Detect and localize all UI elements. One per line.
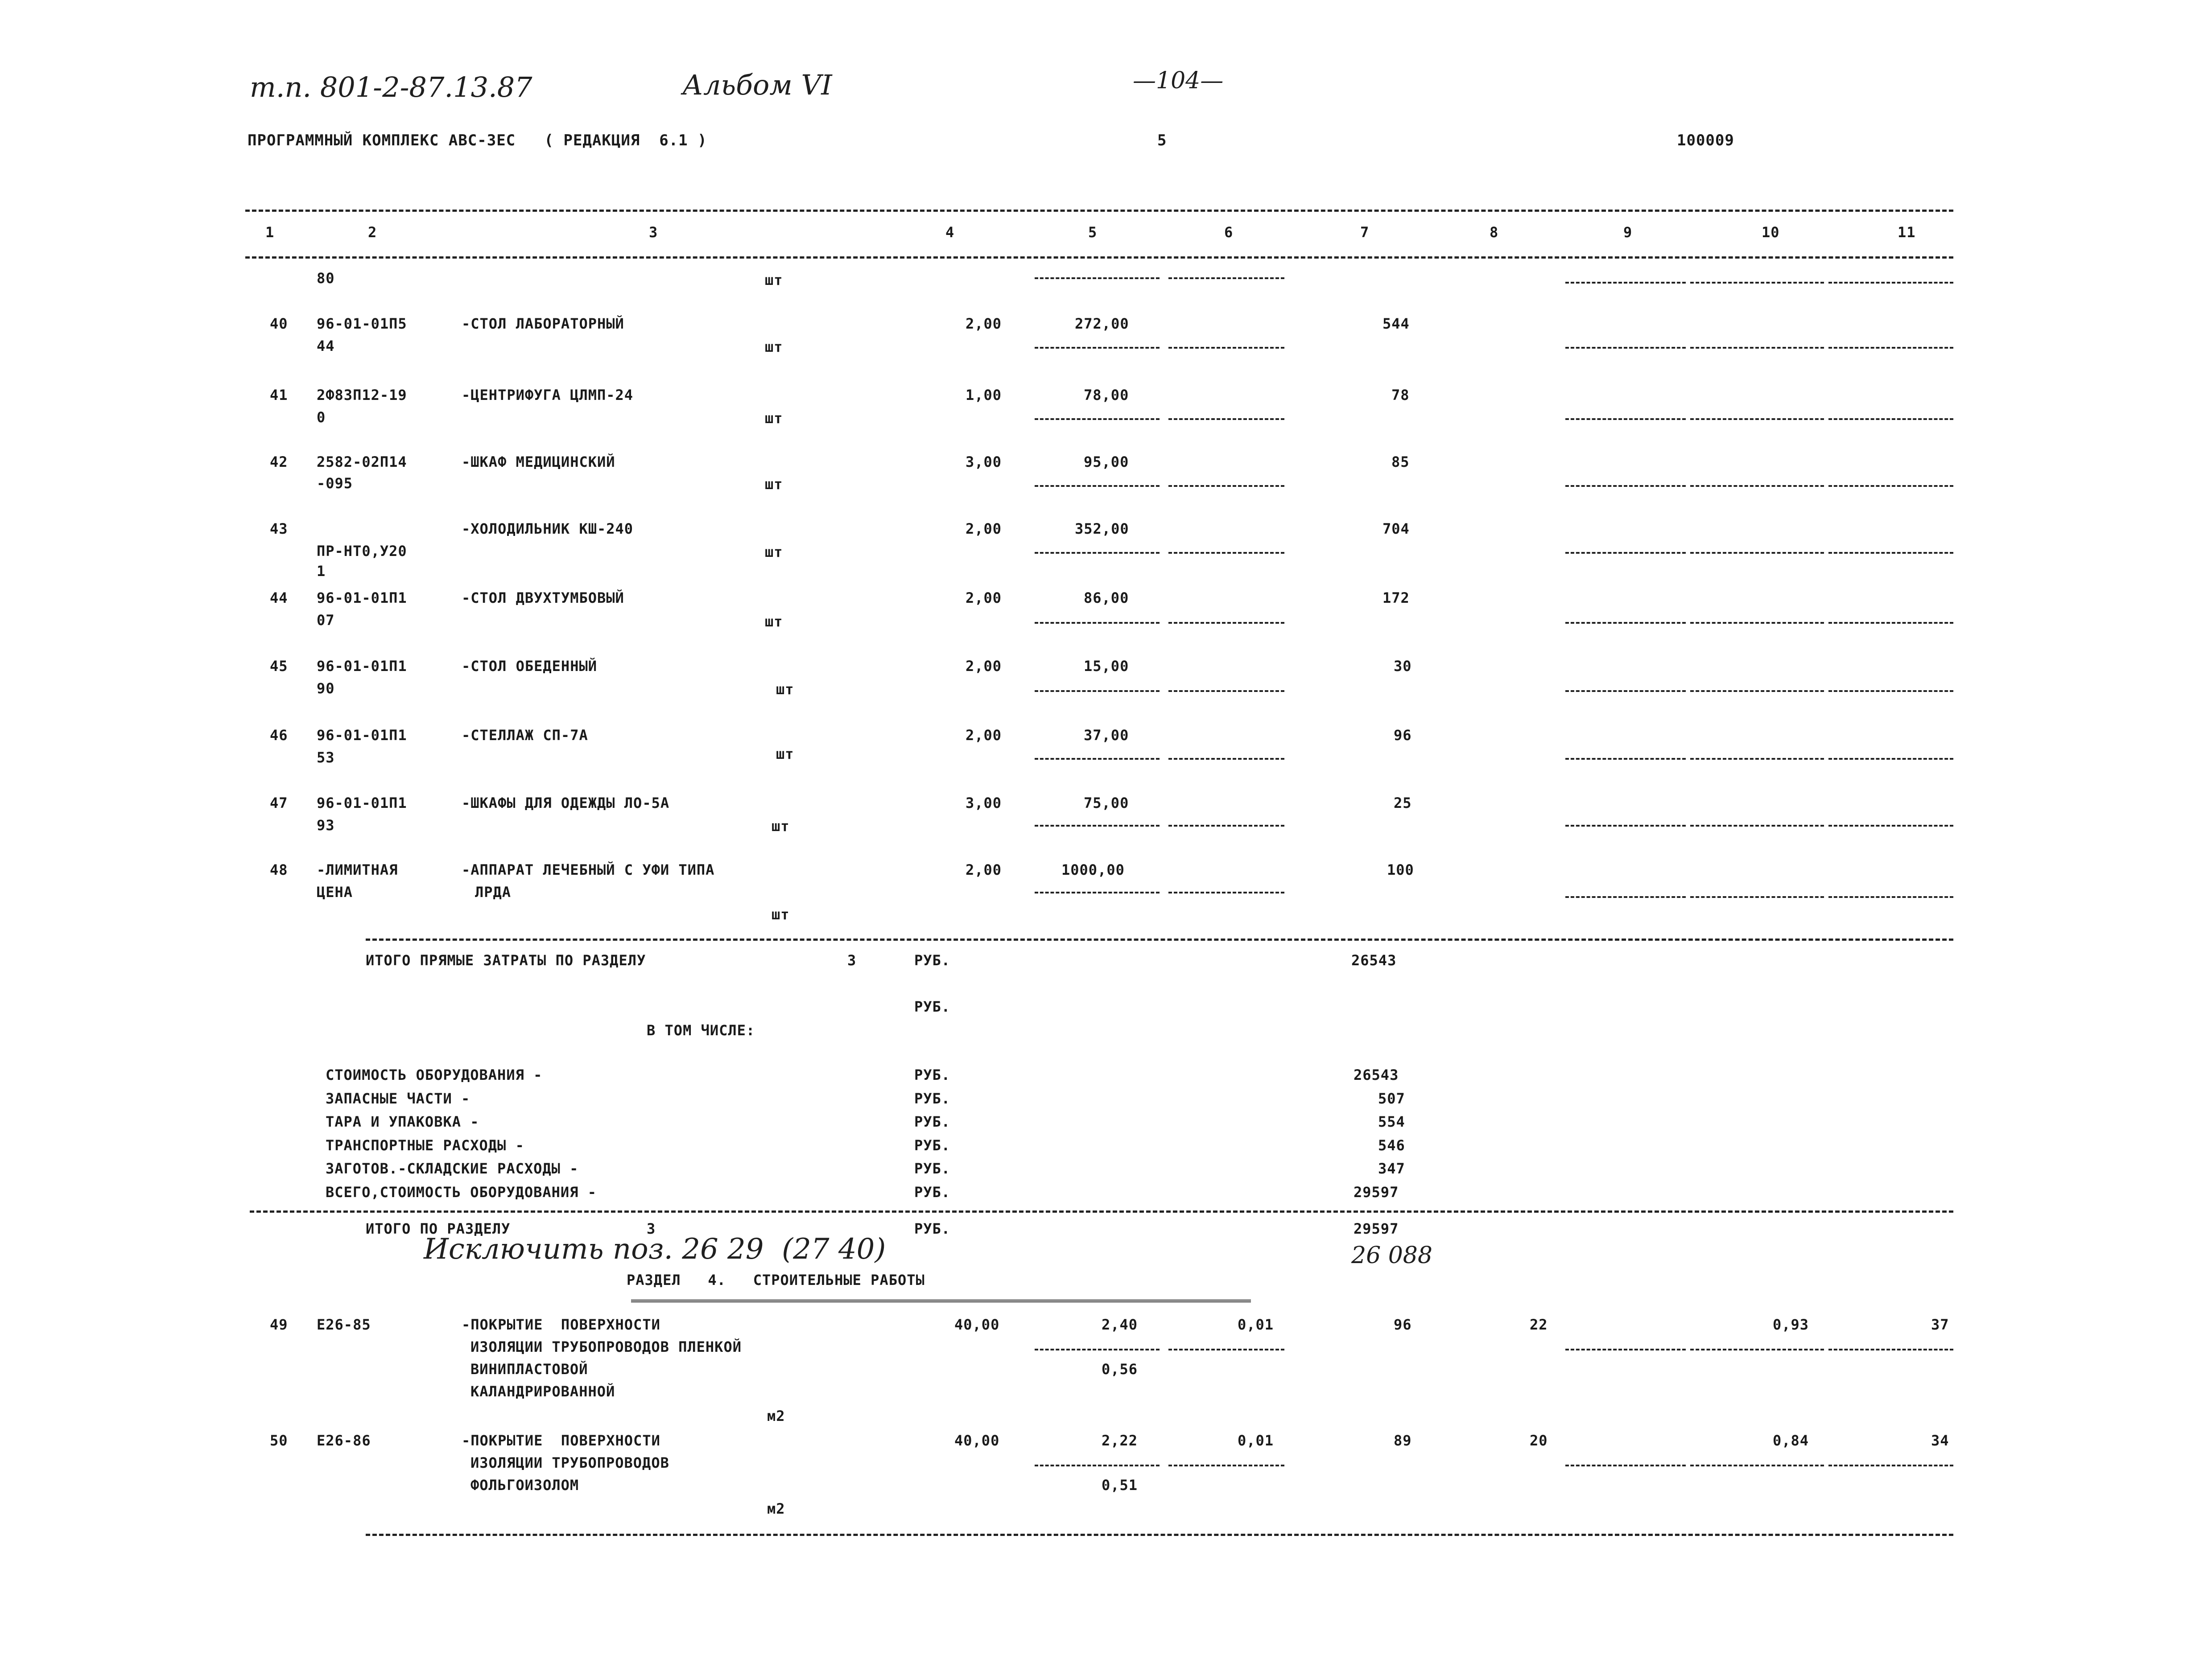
row-unit: м2 [767,1500,785,1517]
breakdown-unit: РУБ. [914,1160,951,1177]
row-name-cont: ЛРДА [475,884,512,901]
row-number: 42 [270,453,288,470]
row-number: 40 [270,315,288,332]
row-code: 96-01-01П1 [317,658,407,675]
col-header-7: 7 [1360,224,1370,241]
col-header-3: 3 [649,224,658,241]
row-name: -АППАРАТ ЛЕЧЕБНЫЙ С УФИ ТИПА [462,861,715,878]
row-unit: шт [765,543,783,560]
row-qty: 2,00 [966,727,1002,744]
row-total: 172 [1382,589,1410,606]
totals-rule [366,939,1953,941]
breakdown-value: 507 [1378,1090,1405,1107]
row-total: 96 [1394,727,1412,744]
row-code-cont: 0 [317,409,326,426]
direct-costs-section: 3 [847,952,857,969]
row-price-2: 0,56 [1102,1361,1138,1378]
breakdown-unit: РУБ. [914,1066,951,1083]
row-code: -ЛИМИТНАЯ [317,861,398,878]
row-name: -СТЕЛЛАЖ СП-7А [462,727,588,744]
col-header-1: 1 [265,224,275,241]
row-code-cont: 1 [317,563,326,580]
row-price: 352,00 [1075,520,1129,537]
col-header-11: 11 [1898,224,1916,241]
row-qty: 2,00 [966,658,1002,675]
col-header-10: 10 [1762,224,1780,241]
direct-costs-unit-2: РУБ. [914,998,951,1015]
breakdown-label: ВСЕГО,СТОИМОСТЬ ОБОРУДОВАНИЯ - [326,1184,597,1201]
breakdown-label: СТОИМОСТЬ ОБОРУДОВАНИЯ - [326,1066,543,1083]
row-total: 100 [1387,861,1414,878]
row-col11: 37 [1931,1316,1949,1333]
row-number: 41 [270,387,288,403]
row-name-cont: ИЗОЛЯЦИИ ТРУБОПРОВОДОВ ПЛЕНКОЙ [470,1338,742,1355]
breakdown-unit: РУБ. [914,1113,951,1130]
row-name: -ПОКРЫТИЕ ПОВЕРХНОСТИ [462,1316,660,1333]
section-total-unit: РУБ. [914,1220,951,1237]
row-name-cont: ИЗОЛЯЦИИ ТРУБОПРОВОДОВ [470,1454,669,1471]
row-number: 45 [270,658,288,675]
row-code: 96-01-01П1 [317,727,407,744]
row-number: 49 [270,1316,288,1333]
section-4-title: РАЗДЕЛ 4. СТРОИТЕЛЬНЫЕ РАБОТЫ [627,1272,925,1289]
row-name-cont: ВИНИПЛАСТОВОЙ [470,1361,588,1378]
handwritten-total: 26 088 [1351,1242,1432,1269]
row-price-2: 0,51 [1102,1477,1138,1494]
row-name: -СТОЛ ЛАБОРАТОРНЫЙ [462,315,624,332]
row-name: -ПОКРЫТИЕ ПОВЕРХНОСТИ [462,1432,660,1449]
row-name: -СТОЛ ДВУХТУМБОВЫЙ [462,589,624,606]
row-number: 43 [270,520,288,537]
row-number: 50 [270,1432,288,1449]
breakdown-label: ТАРА И УПАКОВКА - [326,1113,479,1130]
row-name: -ШКАФЫ ДЛЯ ОДЕЖДЫ ЛО-5А [462,795,670,811]
breakdown-value: 546 [1378,1137,1405,1154]
breakdown-value: 347 [1378,1160,1405,1177]
row-unit: шт [765,272,783,288]
handwritten-correction: Исключить поз. 26 29 (27 40) [424,1233,886,1266]
doc-code: т.п. 801-2-87.13.87 [250,71,532,103]
row-unit: шт [772,818,790,835]
row-price: 15,00 [1084,658,1129,675]
row-total: 78 [1391,387,1410,403]
row-total: 89 [1394,1432,1412,1449]
row-code: Е26-86 [317,1432,371,1449]
row-number: 48 [270,861,288,878]
row-col8: 20 [1530,1432,1548,1449]
row-qty: 1,00 [966,387,1002,403]
row-col11: 34 [1931,1432,1949,1449]
row-total: 96 [1394,1316,1412,1333]
row-code-cont: 53 [317,749,335,766]
row-col6: 0,01 [1238,1432,1274,1449]
row-code-cont: 93 [317,817,335,834]
col-header-6: 6 [1224,224,1234,241]
including-label: В ТОМ ЧИСЛЕ: [647,1022,755,1039]
breakdown-label: ЗАГОТОВ.-СКЛАДСКИЕ РАСХОДЫ - [326,1160,579,1177]
row-qty: 40,00 [954,1316,1000,1333]
section-total-number: 3 [647,1220,656,1237]
row-total: 25 [1394,795,1412,811]
row-total: 30 [1394,658,1412,675]
row-qty: 3,00 [966,453,1002,470]
header-bottom-rule [245,256,1953,259]
row-unit: шт [765,338,783,355]
program-title: ПРОГРАММНЫЙ КОМПЛЕКС АВС-ЗЕС ( РЕДАКЦИЯ 6.1 ) [248,132,707,149]
breakdown-value: 26543 [1354,1066,1399,1083]
col-header-5: 5 [1088,224,1098,241]
row-price: 78,00 [1084,387,1129,403]
breakdown-value: 554 [1378,1113,1405,1130]
col-header-4: 4 [945,224,955,241]
row-code-cont: ПР-НТ0,У20 [317,543,407,560]
row-qty: 2,00 [966,315,1002,332]
document-code: 100009 [1677,132,1734,149]
section-total-rule [250,1210,1953,1213]
section-total-label: ИТОГО ПО РАЗДЕЛУ [366,1220,511,1237]
row-total: 544 [1382,315,1410,332]
row-code-cont: ЦЕНА [317,884,353,901]
row-unit: шт [776,681,794,698]
row-code: 96-01-01П1 [317,795,407,811]
row-name: -СТОЛ ОБЕДЕННЫЙ [462,658,597,675]
header-top-rule [245,210,1953,212]
row-code-cont: -095 [317,475,353,492]
page-number: —104— [1133,67,1224,94]
direct-costs-unit: РУБ. [914,952,951,969]
sheet-number: 5 [1157,132,1167,149]
row-price: 86,00 [1084,589,1129,606]
col-header-2: 2 [368,224,377,241]
page-bottom-rule [366,1534,1953,1536]
direct-costs-label: ИТОГО ПРЯМЫЕ ЗАТРАТЫ ПО РАЗДЕЛУ [366,952,646,969]
col-header-8: 8 [1490,224,1499,241]
row-qty: 3,00 [966,795,1002,811]
row-number: 46 [270,727,288,744]
row-unit: м2 [767,1408,785,1424]
row-unit: шт [772,906,790,923]
breakdown-label: ЗАПАСНЫЕ ЧАСТИ - [326,1090,470,1107]
row-code-cont: 07 [317,612,335,629]
row-code: 96-01-01П1 [317,589,407,606]
row-col6: 0,01 [1238,1316,1274,1333]
section-4-underline [631,1300,1251,1302]
row-qty: 2,00 [966,861,1002,878]
row-number: 47 [270,795,288,811]
row-unit: шт [765,410,783,427]
row-total: 704 [1382,520,1410,537]
row-price: 2,40 [1102,1316,1138,1333]
row-total: 85 [1391,453,1410,470]
row-col8: 22 [1530,1316,1548,1333]
col-header-9: 9 [1623,224,1633,241]
row-name: -ЦЕНТРИФУГА ЦЛМП-24 [462,387,634,403]
row-name: -ШКАФ МЕДИЦИНСКИЙ [462,453,615,470]
breakdown-unit: РУБ. [914,1184,951,1201]
row-price: 1000,00 [1061,861,1125,878]
row-unit: шт [776,745,794,762]
row-name: -ХОЛОДИЛЬНИК КШ-240 [462,520,634,537]
row-name-cont: КАЛАНДРИРОВАННОЙ [470,1383,615,1400]
row-code: 96-01-01П5 [317,315,407,332]
row-price: 2,22 [1102,1432,1138,1449]
row-name-cont: ФОЛЬГОИЗОЛОМ [470,1477,579,1494]
row-price: 37,00 [1084,727,1129,744]
row-qty: 2,00 [966,589,1002,606]
breakdown-unit: РУБ. [914,1090,951,1107]
breakdown-value: 29597 [1354,1184,1399,1201]
row-code: 2Ф83П12-19 [317,387,407,403]
row-qty: 2,00 [966,520,1002,537]
row-col10: 0,84 [1773,1432,1809,1449]
row-code-cont: 44 [317,338,335,354]
section-total-value: 29597 [1354,1220,1399,1237]
album-label: Альбом VI [682,69,832,101]
row-price: 75,00 [1084,795,1129,811]
row-code-cont: 90 [317,680,335,697]
breakdown-label: ТРАНСПОРТНЫЕ РАСХОДЫ - [326,1137,524,1154]
row-code: 80 [317,270,335,287]
row-unit: шт [765,613,783,630]
row-code: Е26-85 [317,1316,371,1333]
row-number: 44 [270,589,288,606]
row-col10: 0,93 [1773,1316,1809,1333]
row-code: 2582-02П14 [317,453,407,470]
breakdown-unit: РУБ. [914,1137,951,1154]
row-qty: 40,00 [954,1432,1000,1449]
direct-costs-value: 26543 [1351,952,1397,969]
row-price: 272,00 [1075,315,1129,332]
row-unit: шт [765,476,783,493]
row-price: 95,00 [1084,453,1129,470]
